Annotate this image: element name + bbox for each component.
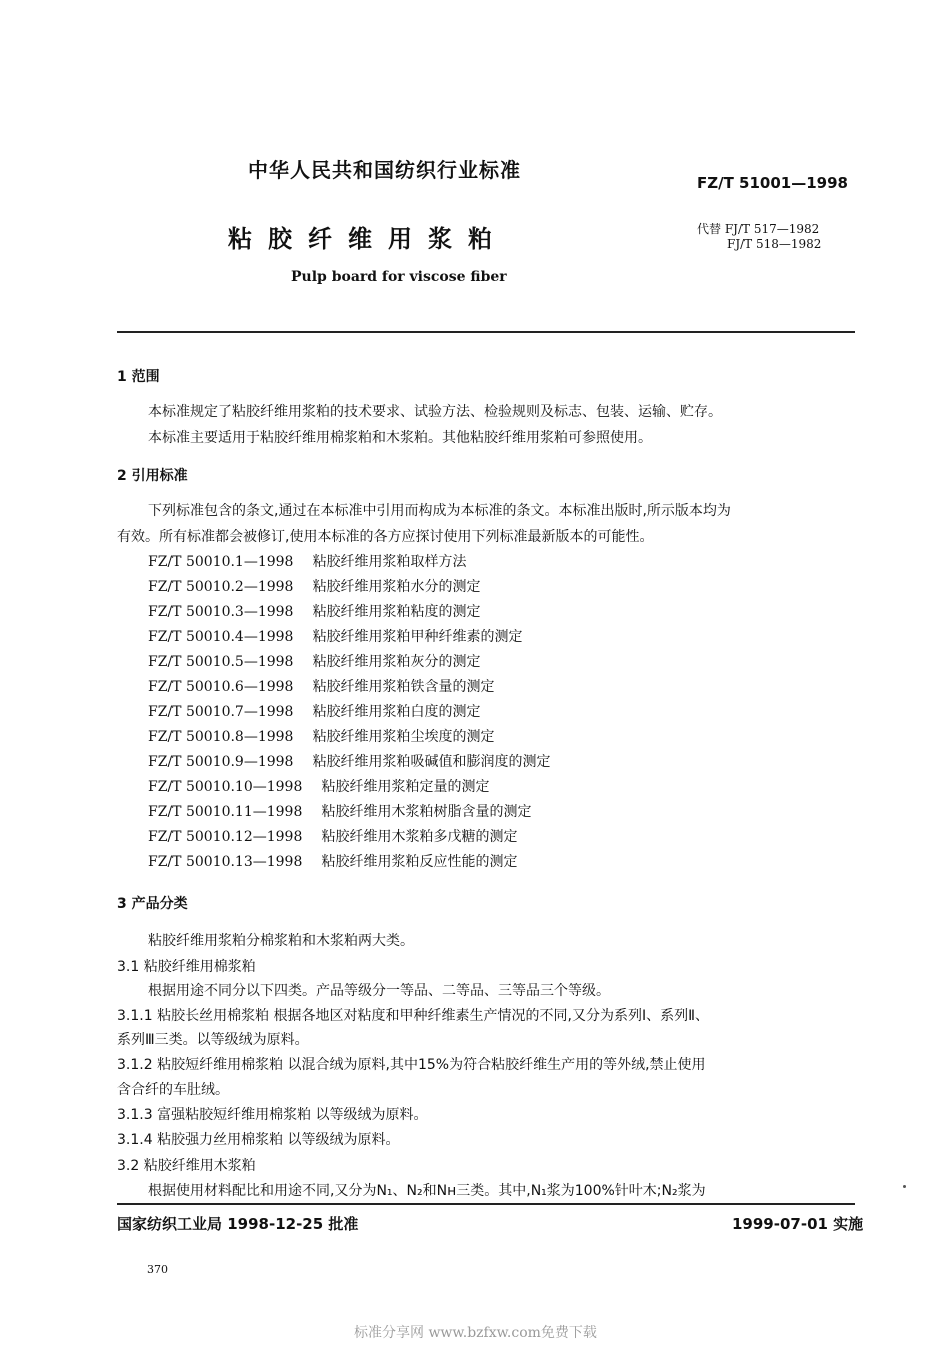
document-title-cn: 粘胶纤维用浆粕 (228, 225, 508, 253)
page-number: 370 (147, 1263, 168, 1276)
watermark-text: 标准分享网 www.bzfxw.com免费下载 (354, 1325, 597, 1341)
reference-item (148, 801, 531, 821)
replaces-line-1: 代替 FJ/T 517—1982 (697, 222, 820, 236)
section-3-2-text: 根据使用材料配比和用途不同,又分为N₁、N₂和Nн三类。其中,N₁浆为100%针叶木;N₂浆为 (148, 1183, 706, 1199)
reference-code: FZ/T 50010.10—1998 (148, 779, 303, 795)
reference-item (148, 826, 517, 846)
section-1-para-1: 本标准规定了粘胶纤维用浆粕的技术要求、试验方法、检验规则及标志、包装、运输、贮存。 (148, 404, 722, 420)
reference-title: 粘胶纤维用浆粕白度的测定 (312, 704, 481, 720)
reference-code: FZ/T 50010.7—1998 (148, 704, 294, 720)
reference-item (148, 651, 481, 671)
reference-code: FZ/T 50010.3—1998 (148, 604, 294, 620)
reference-title: 粘胶纤维用浆粕水分的测定 (312, 579, 481, 595)
effective-date: 1999-07-01 实施 (732, 1215, 864, 1233)
document-title-en: Pulp board for viscose fiber (291, 269, 507, 285)
standard-org-title: 中华人民共和国纺织行业标准 (248, 158, 521, 182)
reference-item (148, 776, 489, 796)
section-3-1-text: 根据用途不同分以下四类。产品等级分一等品、二等品、三等品三个等级。 (148, 983, 610, 999)
reference-item (148, 751, 551, 771)
section-3-intro: 粘胶纤维用浆粕分棉浆粕和木浆粕两大类。 (148, 933, 414, 949)
section-2-para-line-1: 下列标准包含的条文,通过在本标准中引用而构成为本标准的条文。本标准出版时,所示版本均为 (148, 503, 731, 519)
reference-title: 粘胶纤维用木浆粕树脂含量的测定 (321, 804, 532, 820)
section-2-para-line-2: 有效。所有标准都会被修订,使用本标准的各方应探讨使用下列标准最新版本的可能性。 (117, 529, 654, 545)
reference-code: FZ/T 50010.2—1998 (148, 579, 294, 595)
reference-item (148, 551, 467, 571)
section-3-1-2-line-1: 3.1.2 粘胶短纤维用棉浆粕 以混合绒为原料,其中15%为符合粘胶纤维生产用的等外绒,禁止使用 (117, 1057, 706, 1073)
reference-code: FZ/T 50010.13—1998 (148, 854, 303, 870)
reference-title: 粘胶纤维用浆粕铁含量的测定 (312, 679, 495, 695)
reference-code: FZ/T 50010.11—1998 (148, 804, 303, 820)
section-3-heading: 3 产品分类 (117, 896, 188, 912)
section-1-heading: 1 范围 (117, 369, 160, 385)
reference-code: FZ/T 50010.1—1998 (148, 554, 294, 570)
reference-title: 粘胶纤维用浆粕粘度的测定 (312, 604, 481, 620)
reference-item (148, 626, 523, 646)
reference-code: FZ/T 50010.9—1998 (148, 754, 294, 770)
reference-title: 粘胶纤维用浆粕甲种纤维素的测定 (312, 629, 523, 645)
reference-code: FZ/T 50010.6—1998 (148, 679, 294, 695)
scan-speck (903, 1185, 906, 1188)
reference-title: 粘胶纤维用浆粕灰分的测定 (312, 654, 481, 670)
footer-rule (117, 1203, 855, 1205)
reference-item (148, 726, 495, 746)
section-3-1-heading: 3.1 粘胶纤维用棉浆粕 (117, 959, 256, 975)
reference-item (148, 701, 481, 721)
header-rule (117, 331, 855, 333)
reference-code: FZ/T 50010.5—1998 (148, 654, 294, 670)
replaces-block (697, 222, 821, 252)
approval-date: 国家纺织工业局 1998-12-25 批准 (117, 1215, 359, 1233)
section-3-1-3: 3.1.3 富强粘胶短纤维用棉浆粕 以等级绒为原料。 (117, 1107, 428, 1123)
reference-title: 粘胶纤维用浆粕反应性能的测定 (321, 854, 518, 870)
section-2-heading: 2 引用标准 (117, 468, 188, 484)
section-3-1-1-line-2: 系列Ⅲ三类。以等级绒为原料。 (117, 1032, 309, 1048)
section-3-1-1-line-1: 3.1.1 粘胶长丝用棉浆粕 根据各地区对粘度和甲种纤维素生产情况的不同,又分为系列Ⅰ、系列Ⅱ、 (117, 1008, 709, 1024)
reference-item (148, 576, 481, 596)
section-3-2-heading: 3.2 粘胶纤维用木浆粕 (117, 1158, 256, 1174)
section-3-1-4: 3.1.4 粘胶强力丝用棉浆粕 以等级绒为原料。 (117, 1132, 400, 1148)
reference-title: 粘胶纤维用浆粕吸碱值和膨润度的测定 (312, 754, 551, 770)
section-3-1-2-line-2: 含合纤的车肚绒。 (117, 1082, 229, 1098)
reference-title: 粘胶纤维用浆粕定量的测定 (321, 779, 490, 795)
reference-code: FZ/T 50010.4—1998 (148, 629, 294, 645)
reference-code: FZ/T 50010.12—1998 (148, 829, 303, 845)
reference-item (148, 601, 481, 621)
reference-item (148, 676, 495, 696)
reference-title: 粘胶纤维用浆粕取样方法 (312, 554, 467, 570)
replaces-line-2: FJ/T 518—1982 (727, 237, 822, 251)
reference-title: 粘胶纤维用木浆粕多戊糖的测定 (321, 829, 518, 845)
standard-code: FZ/T 51001—1998 (697, 174, 848, 192)
reference-code: FZ/T 50010.8—1998 (148, 729, 294, 745)
reference-item (148, 851, 517, 871)
reference-title: 粘胶纤维用浆粕尘埃度的测定 (312, 729, 495, 745)
section-1-para-2: 本标准主要适用于粘胶纤维用棉浆粕和木浆粕。其他粘胶纤维用浆粕可参照使用。 (148, 430, 652, 446)
